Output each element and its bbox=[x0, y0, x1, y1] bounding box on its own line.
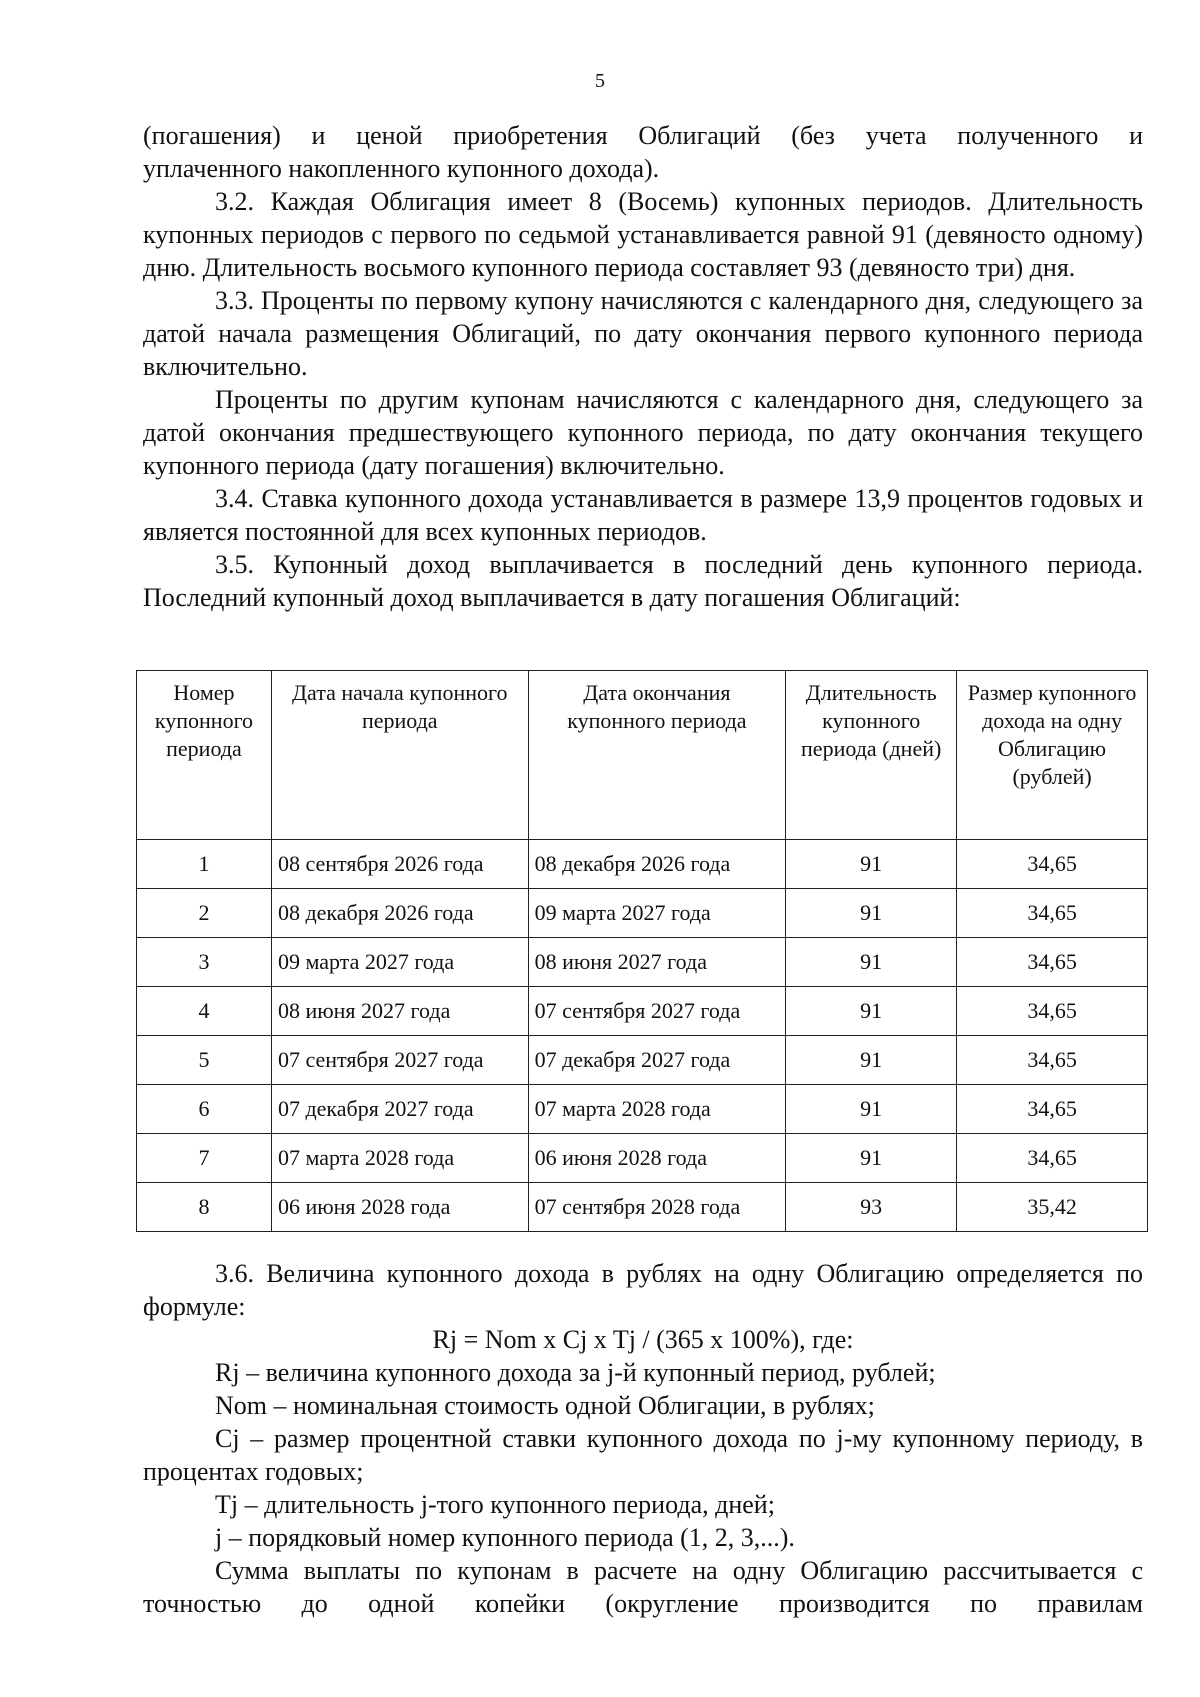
cell-period-number: 2 bbox=[137, 889, 272, 938]
cell-end-date: 08 декабря 2026 года bbox=[528, 840, 786, 889]
table-row bbox=[137, 938, 1148, 987]
definition-rj: Rj – величина купонного дохода за j-й купонный период, рублей; bbox=[215, 1358, 936, 1387]
cell-start-date: 07 сентября 2027 года bbox=[271, 1036, 528, 1085]
cell-coupon-amount: 34,65 bbox=[957, 1036, 1148, 1085]
cell-coupon-amount: 34,65 bbox=[957, 889, 1148, 938]
cell-coupon-amount: 35,42 bbox=[957, 1183, 1148, 1232]
cell-period-number: 4 bbox=[137, 987, 272, 1036]
cell-period-number: 5 bbox=[137, 1036, 272, 1085]
cell-end-date: 07 декабря 2027 года bbox=[528, 1036, 786, 1085]
cell-end-date: 07 марта 2028 года bbox=[528, 1085, 786, 1134]
intro-line-1: (погашения) и ценой приобретения Облигаций (без учета полученного и bbox=[143, 121, 1143, 150]
definition-j: j – порядковый номер купонного периода (1, 2, 3,...). bbox=[215, 1523, 795, 1552]
table-row bbox=[137, 840, 1148, 889]
definition-cj: Cj – размер процентной ставки купонного дохода по j-му купонному периоду, в процентах годовых; bbox=[143, 1424, 1143, 1486]
cell-coupon-amount: 34,65 bbox=[957, 938, 1148, 987]
cell-duration: 91 bbox=[786, 889, 957, 938]
coupon-schedule-table bbox=[136, 670, 1148, 1232]
cell-period-number: 6 bbox=[137, 1085, 272, 1134]
cell-coupon-amount: 34,65 bbox=[957, 1134, 1148, 1183]
table-header-row bbox=[137, 671, 1148, 840]
paragraph-3-3-continued: Проценты по другим купонам начисляются с календарного дня, следующего за датой окончания предшествующего купонного периода, по дату окончания текущего купонного периода (дату погашения) включительно. bbox=[143, 385, 1143, 480]
header-end-date: Дата окончания купонного периода bbox=[528, 671, 786, 840]
definition-nom: Nom – номинальная стоимость одной Облигации, в рублях; bbox=[215, 1391, 875, 1420]
cell-coupon-amount: 34,65 bbox=[957, 1085, 1148, 1134]
paragraph-3-3: 3.3. Проценты по первому купону начисляются с календарного дня, следующего за датой начала размещения Облигаций, по дату окончания первого купонного периода включительно. bbox=[143, 286, 1143, 381]
cell-end-date: 07 сентября 2028 года bbox=[528, 1183, 786, 1232]
table-row bbox=[137, 1183, 1148, 1232]
coupon-formula: Rj = Nom x Cj x Tj / (365 x 100%), где: bbox=[432, 1325, 854, 1354]
cell-start-date: 08 июня 2027 года bbox=[271, 987, 528, 1036]
formula-section bbox=[143, 1257, 1143, 1620]
cell-period-number: 3 bbox=[137, 938, 272, 987]
header-period-number: Номер купонного периода bbox=[137, 671, 272, 840]
cell-start-date: 07 декабря 2027 года bbox=[271, 1085, 528, 1134]
table-row bbox=[137, 1085, 1148, 1134]
table-row bbox=[137, 987, 1148, 1036]
header-start-date: Дата начала купонного периода bbox=[271, 671, 528, 840]
cell-coupon-amount: 34,65 bbox=[957, 840, 1148, 889]
table-row bbox=[137, 889, 1148, 938]
page-number: 5 bbox=[595, 70, 605, 92]
cell-duration: 91 bbox=[786, 840, 957, 889]
cell-end-date: 09 марта 2027 года bbox=[528, 889, 786, 938]
paragraph-3-6: 3.6. Величина купонного дохода в рублях на одну Облигацию определяется по формуле: bbox=[143, 1259, 1143, 1321]
cell-period-number: 7 bbox=[137, 1134, 272, 1183]
definition-tj: Tj – длительность j-того купонного периода, дней; bbox=[215, 1490, 775, 1519]
header-duration: Длительность купонного периода (дней) bbox=[786, 671, 957, 840]
intro-line-2: уплаченного накопленного купонного дохода). bbox=[143, 154, 660, 183]
intro-paragraph bbox=[143, 119, 1143, 614]
cell-end-date: 08 июня 2027 года bbox=[528, 938, 786, 987]
cell-start-date: 06 июня 2028 года bbox=[271, 1183, 528, 1232]
cell-duration: 91 bbox=[786, 1036, 957, 1085]
cell-duration: 91 bbox=[786, 1085, 957, 1134]
cell-coupon-amount: 34,65 bbox=[957, 987, 1148, 1036]
cell-start-date: 07 марта 2028 года bbox=[271, 1134, 528, 1183]
table-row bbox=[137, 1134, 1148, 1183]
paragraph-3-5: 3.5. Купонный доход выплачивается в последний день купонного периода. Последний купонный доход выплачивается в дату погашения Облигаций: bbox=[143, 550, 1143, 612]
cell-end-date: 06 июня 2028 года bbox=[528, 1134, 786, 1183]
table-row bbox=[137, 1036, 1148, 1085]
cell-duration: 91 bbox=[786, 987, 957, 1036]
paragraph-3-4: 3.4. Ставка купонного дохода устанавливается в размере 13,9 процентов годовых и является постоянной для всех купонных периодов. bbox=[143, 484, 1143, 546]
cell-duration: 91 bbox=[786, 938, 957, 987]
cell-duration: 93 bbox=[786, 1183, 957, 1232]
cell-start-date: 08 декабря 2026 года bbox=[271, 889, 528, 938]
cell-end-date: 07 сентября 2027 года bbox=[528, 987, 786, 1036]
paragraph-coupon-sum: Сумма выплаты по купонам в расчете на одну Облигацию рассчитывается с точностью до одной копейки (округление производится по правилам bbox=[143, 1556, 1143, 1618]
cell-start-date: 08 сентября 2026 года bbox=[271, 840, 528, 889]
cell-period-number: 1 bbox=[137, 840, 272, 889]
paragraph-3-2: 3.2. Каждая Облигация имеет 8 (Восемь) купонных периодов. Длительность купонных периодов с первого по седьмой устанавливается равной 91 (девяносто одному) дню. Длительность восьмого купонного периода составляет 93 (девяносто три) дня. bbox=[143, 187, 1143, 282]
cell-start-date: 09 марта 2027 года bbox=[271, 938, 528, 987]
cell-duration: 91 bbox=[786, 1134, 957, 1183]
cell-period-number: 8 bbox=[137, 1183, 272, 1232]
header-coupon-amount: Размер купонного дохода на одну Облигацию (рублей) bbox=[957, 671, 1148, 840]
